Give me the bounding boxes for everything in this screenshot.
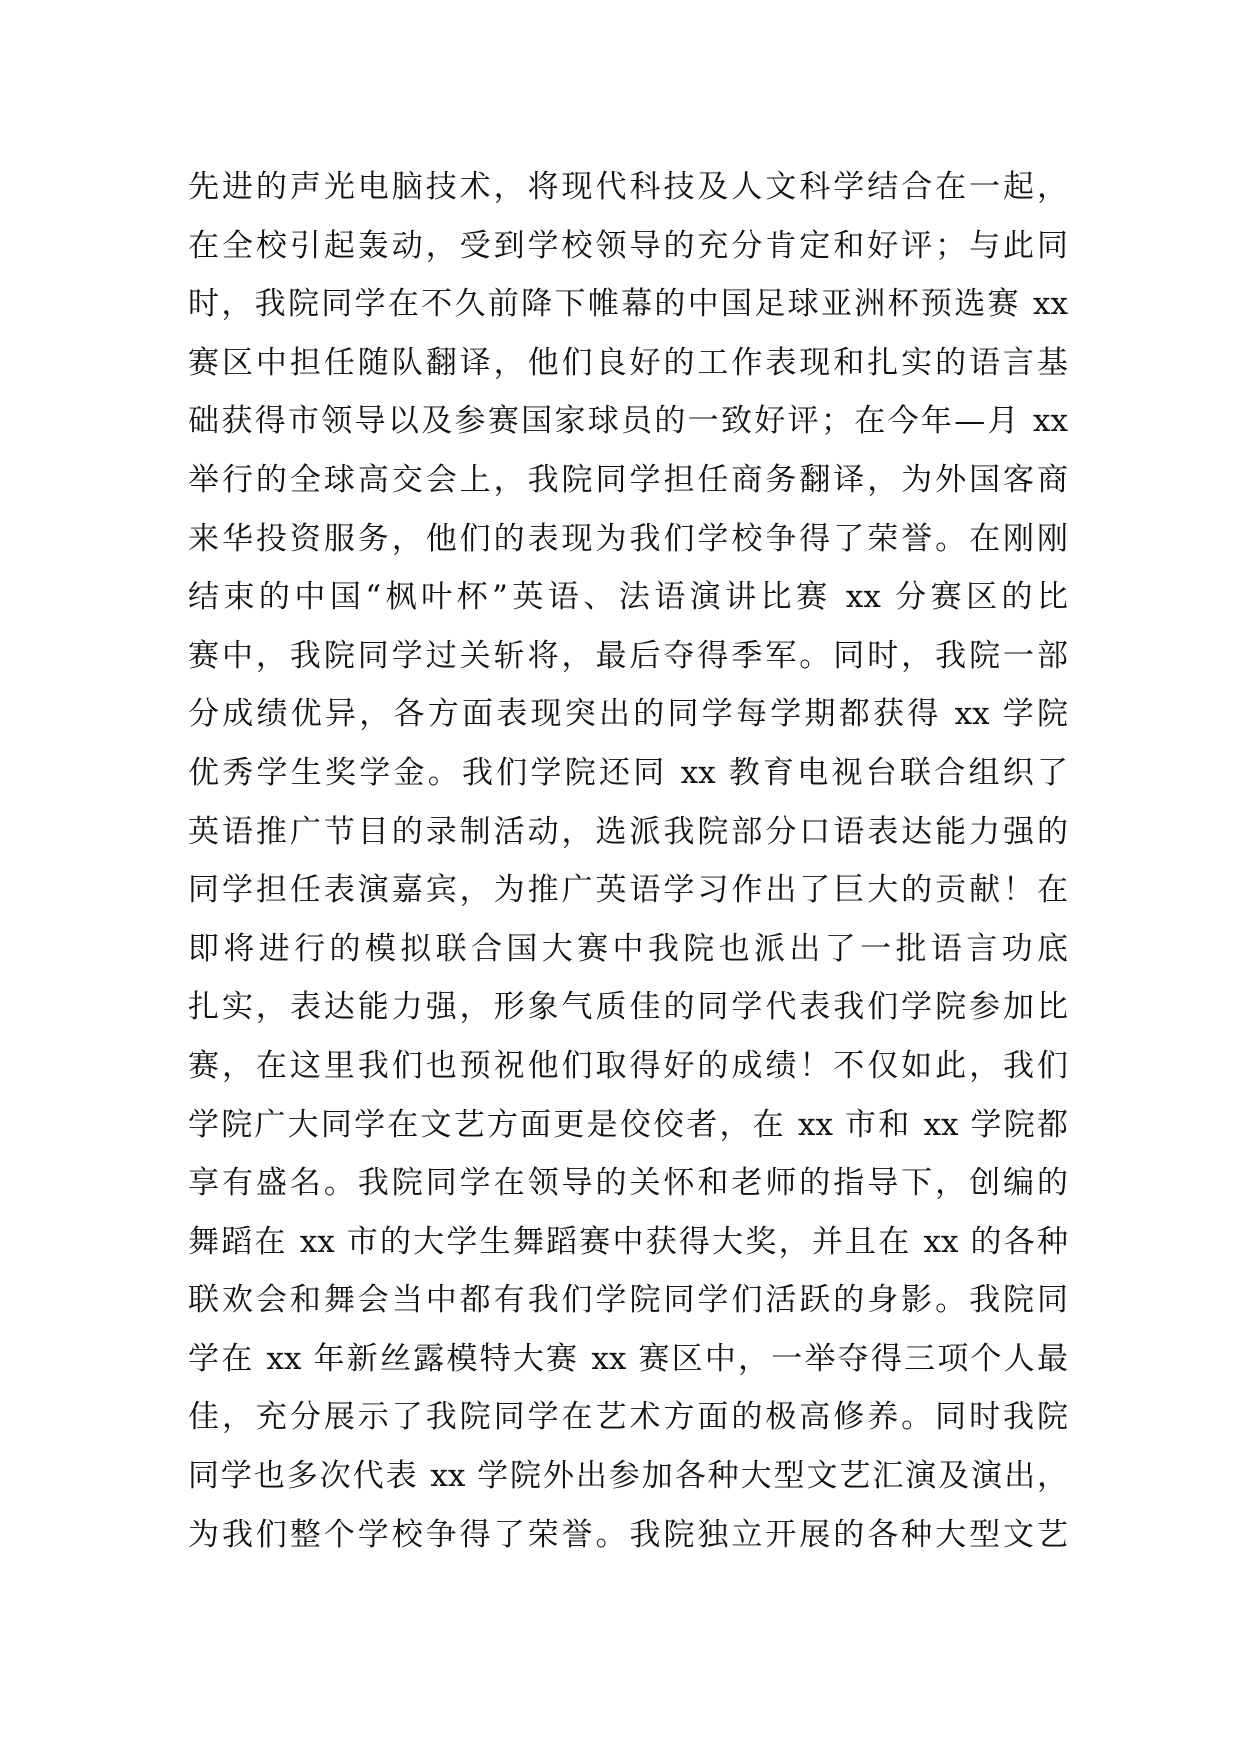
text-line: 同学担任表演嘉宾，为推广英语学习作出了巨大的贡献！在 — [188, 872, 1068, 909]
text-line: 舞蹈在 xx 市的大学生舞蹈赛中获得大奖，并且在 xx 的各种 — [188, 1223, 1068, 1260]
text-line: 同学也多次代表 xx 学院外出参加各种大型文艺汇演及演出， — [188, 1458, 1068, 1495]
text-line: 时，我院同学在不久前降下帷幕的中国足球亚洲杯预选赛 xx — [188, 286, 1068, 323]
text-line: 先进的声光电脑技术，将现代科技及人文科学结合在一起， — [188, 169, 1068, 205]
text-line: 赛，在这里我们也预祝他们取得好的成绩！不仅如此，我们 — [188, 1047, 1068, 1084]
text-line: 在全校引起轰动，受到学校领导的充分肯定和好评；与此同 — [188, 227, 1068, 264]
text-line: 扎实，表达能力强，形象气质佳的同学代表我们学院参加比 — [188, 989, 1068, 1026]
text-line: 优秀学生奖学金。我们学院还同 xx 教育电视台联合组织了 — [188, 754, 1068, 791]
text-line: 赛区中担任随队翻译，他们良好的工作表现和扎实的语言基 — [188, 344, 1068, 381]
text-line: 来华投资服务，他们的表现为我们学校争得了荣誉。在刚刚 — [188, 520, 1068, 557]
text-line: 结束的中国“枫叶杯”英语、法语演讲比赛 xx 分赛区的比 — [188, 579, 1068, 616]
text-line: 享有盛名。我院同学在领导的关怀和老师的指导下，创编的 — [188, 1165, 1068, 1202]
text-line: 佳，充分展示了我院同学在艺术方面的极高修养。同时我院 — [188, 1399, 1068, 1436]
text-line: 分成绩优异，各方面表现突出的同学每学期都获得 xx 学院 — [188, 696, 1068, 733]
text-line: 举行的全球高交会上，我院同学担任商务翻译，为外国客商 — [188, 461, 1068, 498]
text-line: 为我们整个学校争得了荣誉。我院独立开展的各种大型文艺 — [188, 1516, 1068, 1553]
text-line: 础获得市领导以及参赛国家球员的一致好评；在今年—月 xx — [188, 403, 1068, 440]
text-line: 学在 xx 年新丝露模特大赛 xx 赛区中，一举夺得三项个人最 — [188, 1340, 1068, 1377]
text-line: 赛中，我院同学过关斩将，最后夺得季军。同时，我院一部 — [188, 637, 1068, 674]
text-line: 即将进行的模拟联合国大赛中我院也派出了一批语言功底 — [188, 930, 1068, 967]
body-paragraph — [188, 158, 1068, 1564]
text-line: 英语推广节目的录制活动，选派我院部分口语表达能力强的 — [188, 813, 1068, 850]
text-line: 学院广大同学在文艺方面更是佼佼者，在 xx 市和 xx 学院都 — [188, 1106, 1068, 1143]
text-line: 联欢会和舞会当中都有我们学院同学们活跃的身影。我院同 — [188, 1282, 1068, 1319]
